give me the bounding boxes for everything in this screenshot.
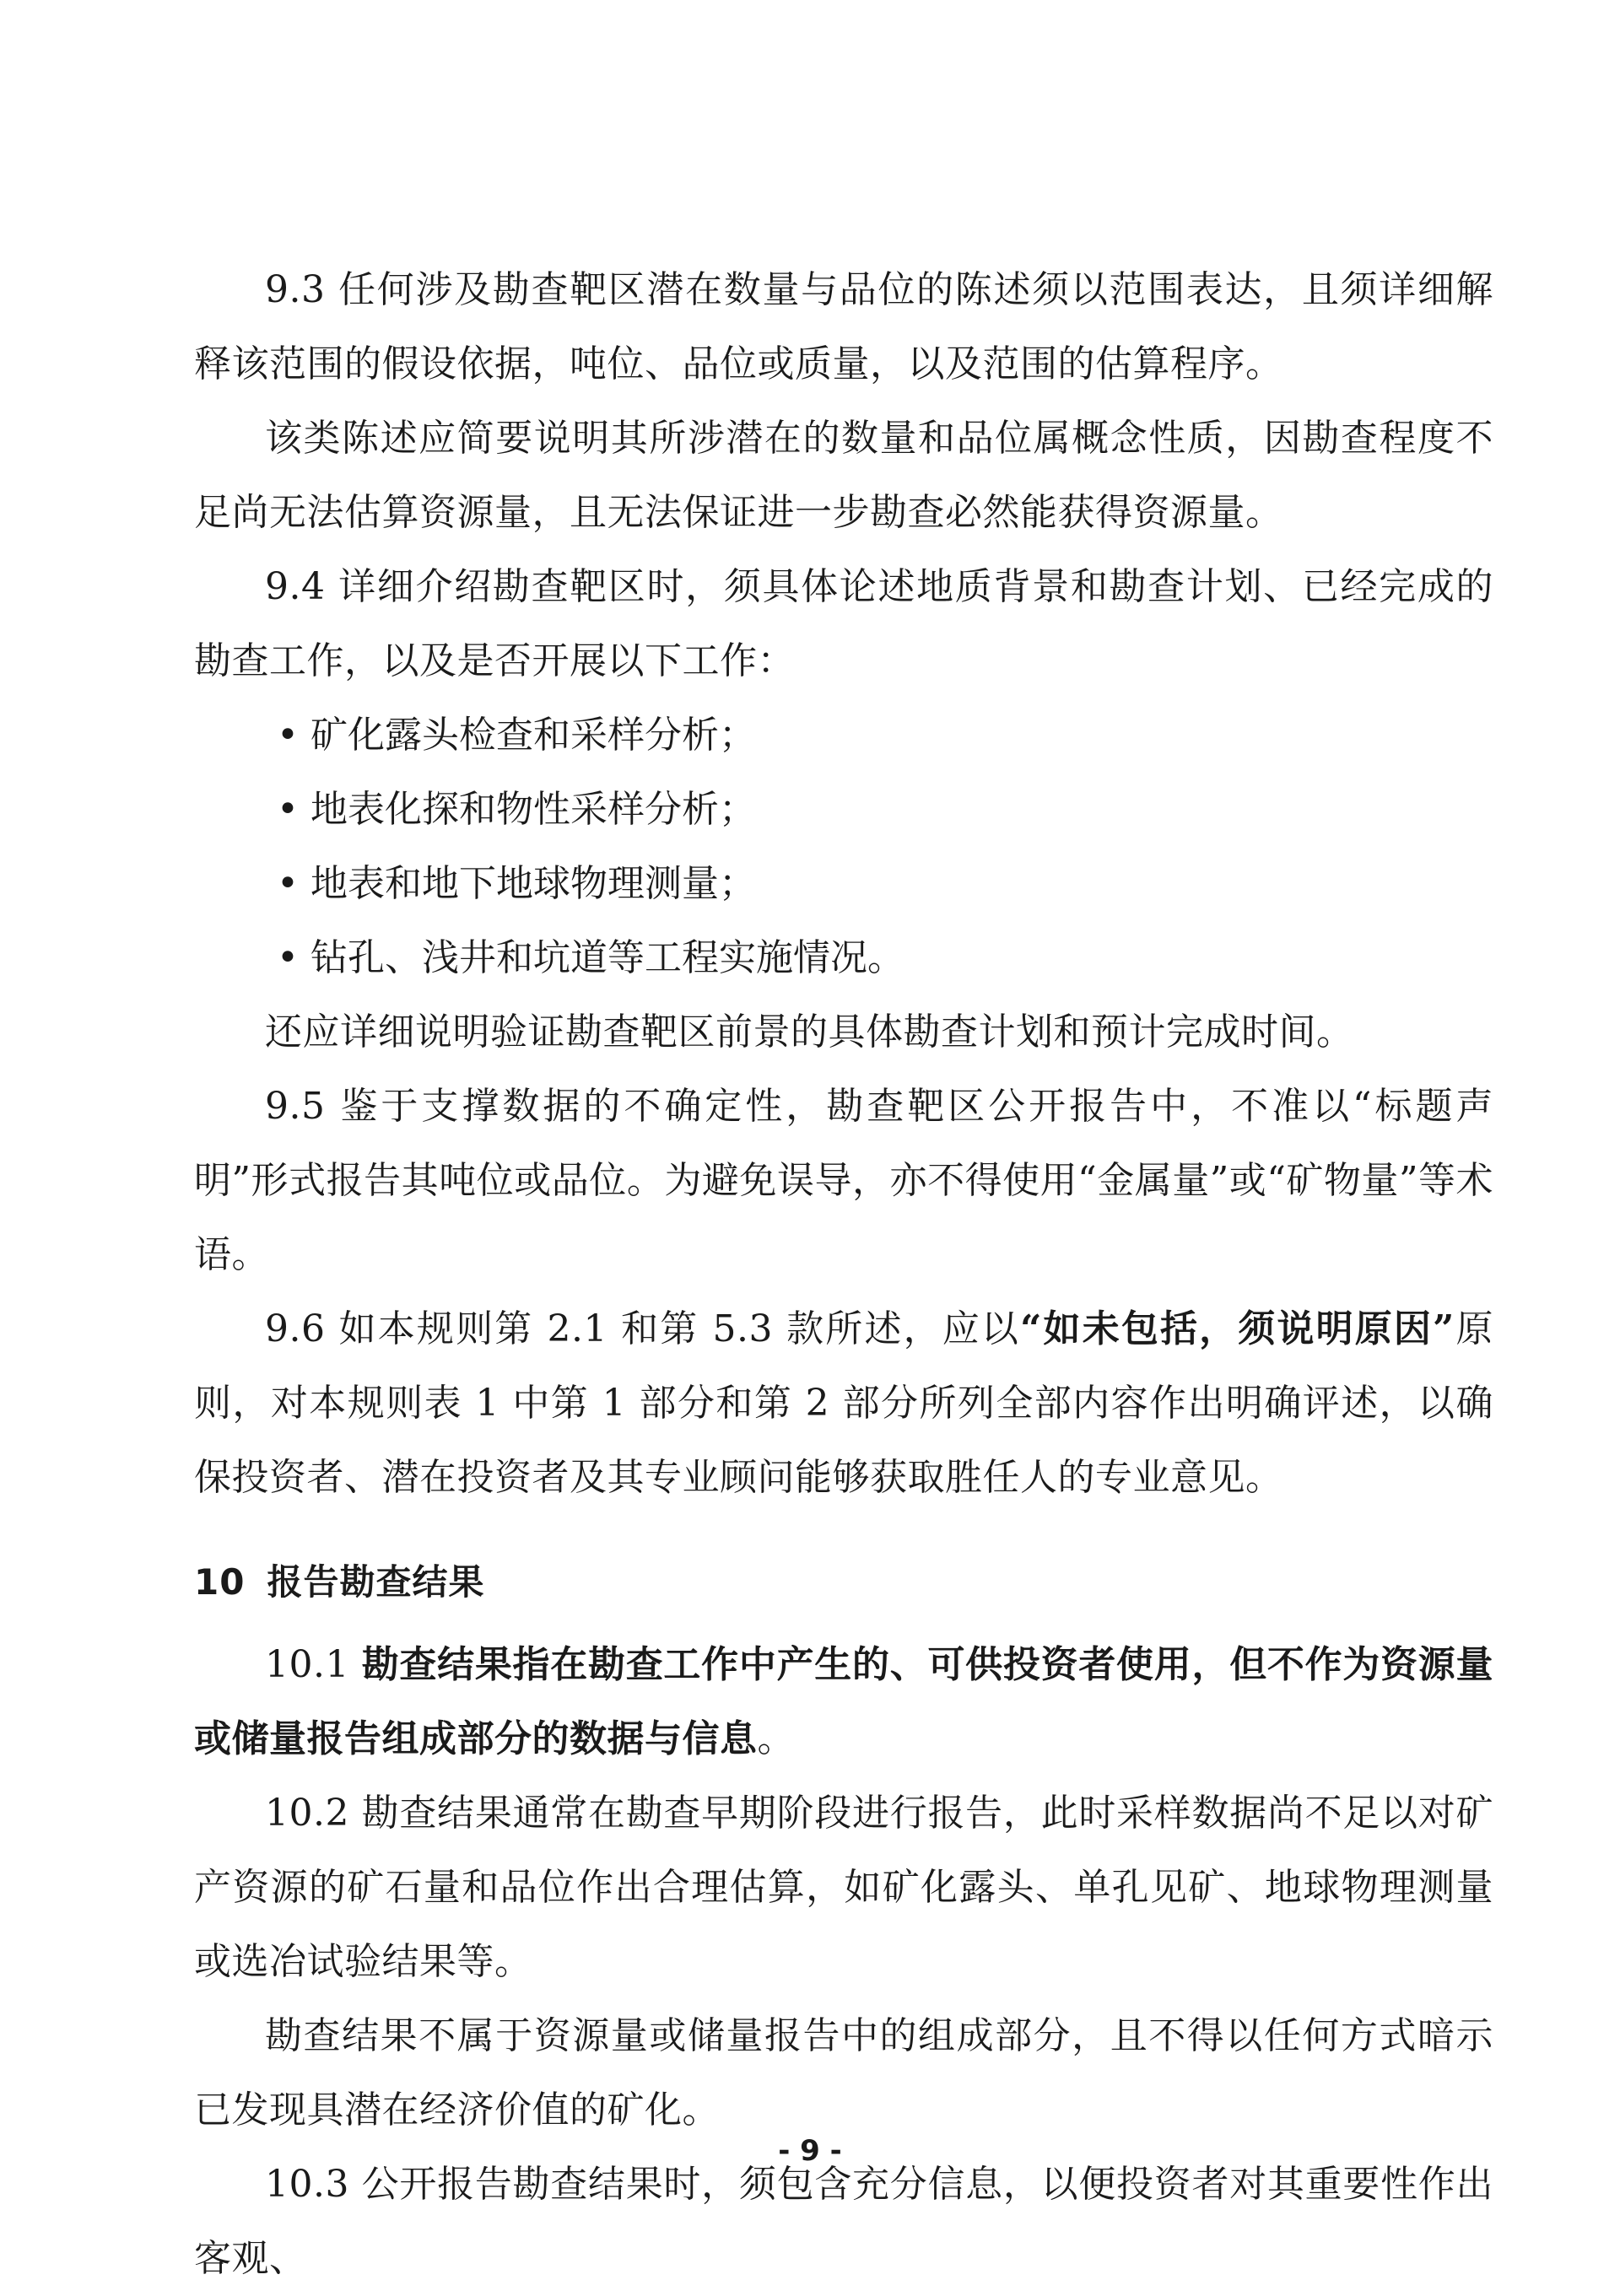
paragraph-9-4: 9.4 详细介绍勘查靶区时，须具体论述地质背景和勘查计划、已经完成的勘查工作，以及是否开展以下工作： [194, 565, 1493, 682]
paragraph-9-6-rest: 原则，对本规则表 1 中第 1 部分和第 2 部分所列全部内容作出明确评述，以确保投资者、潜在投资者及其专业顾问能够获取胜任人的专业意见。 [194, 1307, 1494, 1499]
list-item [277, 847, 1493, 921]
paragraph-10-1-definition: 勘查结果指在勘查工作中产生的、可供投资者使用，但不作为资源量或储量报告组成部分的数据与信息 [194, 1643, 1493, 1760]
section-heading-10 [194, 1540, 1493, 1625]
paragraph-10-3: 10.3 公开报告勘查结果时，须包含充分信息，以便投资者对其重要性作出客观、 [194, 2163, 1493, 2280]
list-item-text: 地表和地下地球物理测量； [310, 862, 756, 905]
list-item-text: 地表化探和物性采样分析； [310, 788, 756, 831]
paragraph-10-2: 10.2 勘查结果通常在勘查早期阶段进行报告，此时采样数据尚不足以对矿产资源的矿石量和品位作出合理估算，如矿化露头、单孔见矿、地球物理测量或选冶试验结果等。 [194, 1792, 1493, 1983]
bullet-icon: • [277, 788, 299, 831]
paragraph-9-6-emphasis: “如未包括，须说明原因” [1020, 1307, 1455, 1350]
paragraph-9-3-note: 该类陈述应简要说明其所涉潜在的数量和品位属概念性质，因勘查程度不足尚无法估算资源量，且无法保证进一步勘查必然能获得资源量。 [194, 417, 1493, 534]
list-item [277, 921, 1493, 995]
bullet-icon: • [277, 936, 299, 979]
paragraph-10-2-note: 勘查结果不属于资源量或储量报告中的组成部分，且不得以任何方式暗示已发现具潜在经济价值的矿化。 [194, 2014, 1493, 2132]
work-item-list [194, 698, 1493, 995]
paragraph-9-3: 9.3 任何涉及勘查靶区潜在数量与品位的陈述须以范围表达，且须详细解释该范围的假设依据，吨位、品位或质量，以及范围的估算程序。 [194, 268, 1493, 385]
list-item-text: 钻孔、浅井和坑道等工程实施情况。 [310, 936, 904, 979]
page-content [194, 253, 1493, 2296]
section-title: 报告勘查结果 [267, 1561, 485, 1603]
bullet-icon: • [277, 862, 299, 905]
list-item [277, 773, 1493, 847]
section-number: 10 [194, 1561, 246, 1603]
paragraph-9-4-plan: 还应详细说明验证勘查靶区前景的具体勘查计划和预计完成时间。 [265, 1011, 1354, 1054]
paragraph-9-6 [194, 1292, 1493, 1515]
paragraph-10-1 [194, 1628, 1493, 1776]
list-item-text: 矿化露头检查和采样分析； [310, 714, 756, 757]
paragraph-10-1-end: 。 [757, 1717, 795, 1760]
bullet-icon: • [277, 714, 299, 757]
list-item [277, 698, 1493, 773]
paragraph-10-1-number: 10.1 [265, 1643, 362, 1686]
paragraph-9-6-lead: 9.6 如本规则第 2.1 和第 5.3 款所述，应以 [265, 1307, 1021, 1350]
page-number: - 9 - [778, 2134, 842, 2168]
paragraph-9-5: 9.5 鉴于支撑数据的不确定性，勘查靶区公开报告中，不准以“标题声明”形式报告其吨位或品位。为避免误导，亦不得使用“金属量”或“矿物量”等术语。 [194, 1085, 1493, 1276]
